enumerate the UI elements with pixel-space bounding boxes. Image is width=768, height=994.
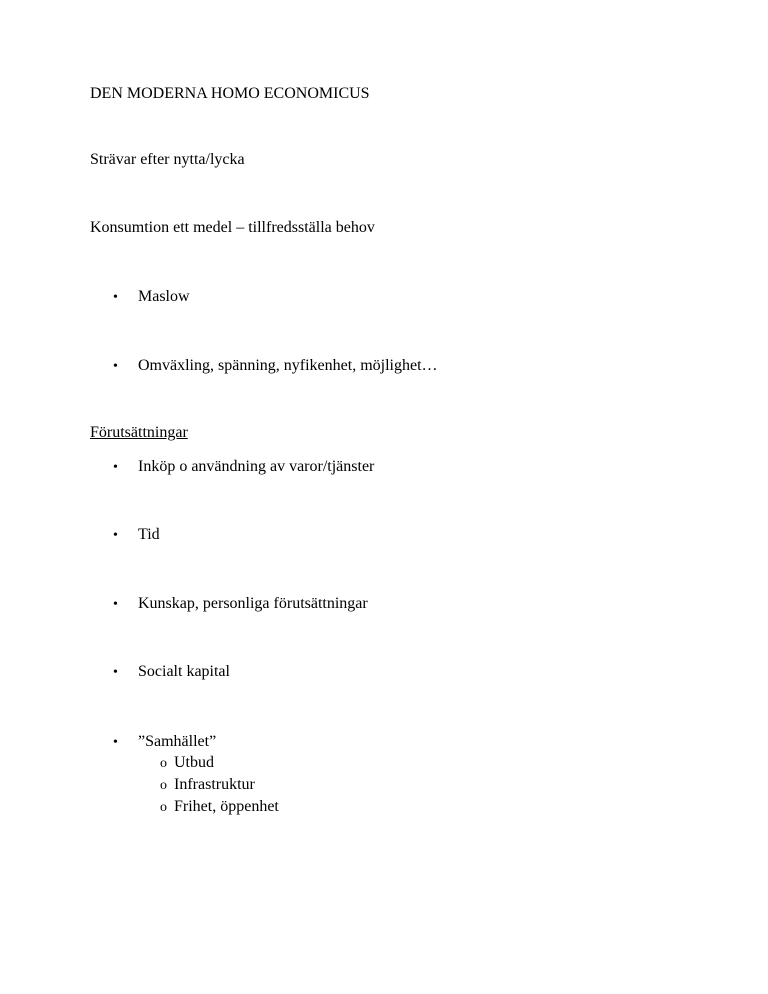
sub-list-item-label: Utbud (174, 754, 214, 771)
list-item-label: Omväxling, spänning, nyfikenhet, möjlighet… (138, 357, 438, 374)
sub-list-item (160, 753, 214, 774)
sub-list-item-label: Infrastruktur (174, 776, 255, 793)
sub-list-item (160, 797, 279, 818)
list-item-label: Kunskap, personliga förutsättningar (138, 595, 368, 612)
list-item-label: Maslow (138, 288, 190, 305)
list-item (113, 356, 438, 377)
sub-bullet-icon: o (160, 800, 167, 815)
bullet-icon: • (113, 290, 118, 305)
list-item-label: ”Samhället” (138, 733, 217, 750)
paragraph-nytta: Strävar efter nytta/lycka (90, 151, 245, 168)
list-item-label: Socialt kapital (138, 663, 230, 680)
bullet-icon: • (113, 528, 118, 543)
bullet-icon: • (113, 460, 118, 475)
document-title: DEN MODERNA HOMO ECONOMICUS (90, 85, 370, 102)
list-item (113, 662, 230, 683)
list-item (113, 732, 216, 753)
list-item (113, 287, 190, 308)
list-item-label: Tid (138, 526, 160, 543)
sub-bullet-icon: o (160, 756, 167, 771)
list-item (113, 525, 160, 546)
sub-bullet-icon: o (160, 778, 167, 793)
bullet-icon: • (113, 359, 118, 374)
bullet-icon: • (113, 665, 118, 680)
sub-list-item-label: Frihet, öppenhet (174, 798, 279, 815)
list-item (113, 457, 374, 478)
bullet-icon: • (113, 735, 118, 750)
section-heading-forutsattningar: Förutsättningar (90, 424, 188, 441)
sub-list-item (160, 775, 255, 796)
paragraph-konsumtion: Konsumtion ett medel – tillfredsställa behov (90, 219, 375, 236)
list-item (113, 594, 368, 615)
bullet-icon: • (113, 597, 118, 612)
list-item-label: Inköp o användning av varor/tjänster (138, 458, 375, 475)
